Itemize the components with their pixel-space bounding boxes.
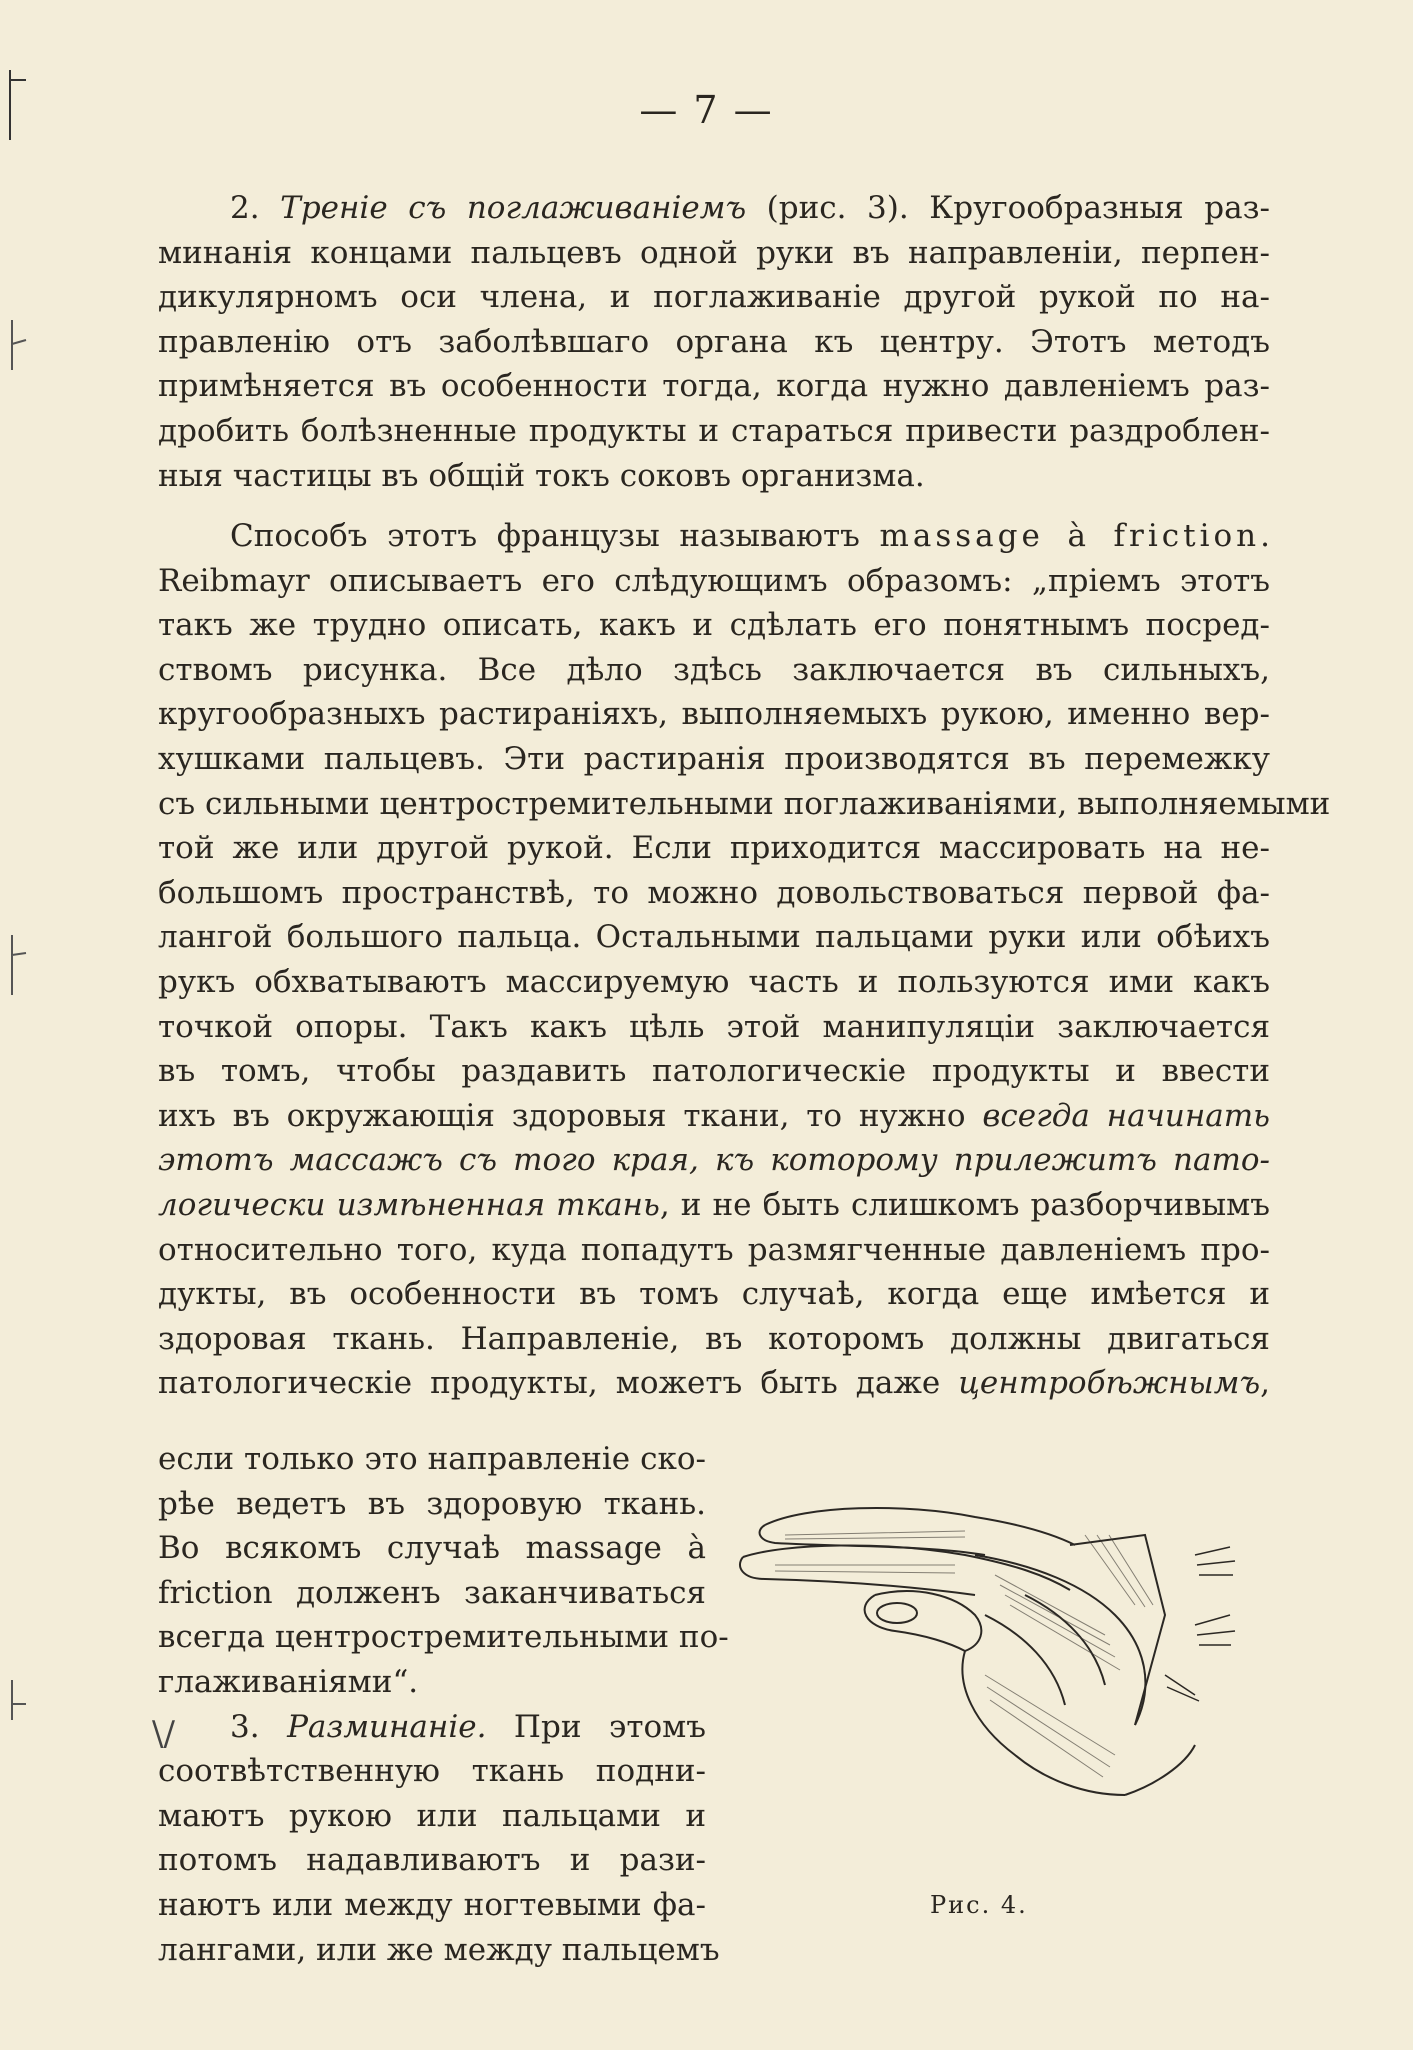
text-line: примѣняется въ особенности тогда, когда нужно давленіемъ раз- xyxy=(158,368,1270,405)
text-line: той же или другой рукой. Если приходится массировать на не- xyxy=(158,830,1270,867)
text-line: съ сильными центростремительными поглаживаніями, выполняемыми xyxy=(158,785,1331,822)
text-line: ихъ въ окружающія здоровыя ткани, то нужно всегда начинать xyxy=(158,1097,1270,1134)
text-line: дробить болѣзненные продукты и стараться привести раздроблен- xyxy=(158,412,1270,449)
text-line: дукты, въ особенности въ томъ случаѣ, когда еще имѣется и xyxy=(158,1276,1270,1313)
text-line: рукъ обхватываютъ массируемую часть и пользуются ими какъ xyxy=(158,963,1270,1000)
text-line: хушками пальцевъ. Эти растиранія производятся въ перемежку xyxy=(158,740,1270,777)
figure-caption: Рис. 4. xyxy=(930,1891,1028,1919)
margin-mark-icon xyxy=(6,935,28,1005)
text-line: глаживаніями“. xyxy=(158,1663,419,1700)
text-line: наютъ или между ногтевыми фа- xyxy=(158,1886,706,1923)
text-line: кругообразныхъ растираніяхъ, выполняемыхъ рукою, именно вер- xyxy=(158,696,1270,733)
text-line: относительно того, куда попадутъ размягченные давленіемъ про- xyxy=(158,1231,1270,1268)
text-line: 3. Разминаніе. При этомъ xyxy=(230,1708,706,1745)
text-line: маютъ рукою или пальцами и xyxy=(158,1797,706,1834)
text-line: если только это направленіе ско- xyxy=(158,1441,706,1477)
margin-mark-icon xyxy=(6,1670,28,1740)
text-line: въ томъ, чтобы раздавить патологическіе продукты и ввести xyxy=(158,1053,1270,1090)
text-line: логически измѣненная ткань, и не быть слишкомъ разборчивымъ xyxy=(158,1186,1270,1223)
text-line: ствомъ рисунка. Все дѣло здѣсь заключается въ сильныхъ, xyxy=(158,651,1270,688)
text-line: рѣе ведетъ въ здоровую ткань. xyxy=(158,1485,706,1522)
margin-mark-icon xyxy=(6,310,28,380)
page-number: — 7 — xyxy=(639,88,774,132)
text-line: friction долженъ заканчиваться xyxy=(158,1574,706,1611)
text-line: ныя частицы въ общій токъ соковъ организма. xyxy=(158,457,925,494)
text-line: точкой опоры. Такъ какъ цѣль этой манипуляціи заключается xyxy=(158,1008,1270,1045)
text-line: такъ же трудно описать, какъ и сдѣлать его понятнымъ посред- xyxy=(158,607,1270,644)
text-line: здоровая ткань. Направленіе, въ которомъ должны двигаться xyxy=(158,1320,1270,1357)
pencil-check-mark: \/ xyxy=(152,1714,175,1754)
text-line: потомъ надавливаютъ и рази- xyxy=(158,1842,706,1879)
text-line: большомъ пространствѣ, то можно довольствоваться первой фа- xyxy=(158,874,1270,911)
paragraph-rubbing-with-stroking xyxy=(158,186,1270,498)
text-line: всегда центростремительными по- xyxy=(158,1619,729,1656)
paragraph-massage-a-friction xyxy=(158,514,1331,1406)
text-line: лангами, или же между пальцемъ xyxy=(158,1931,720,1968)
hand-illustration-figure-4 xyxy=(725,1495,1265,1825)
text-line: минанія концами пальцевъ одной руки въ направленіи, перпен- xyxy=(158,234,1270,271)
text-line: правленію отъ заболѣвшаго органа къ центру. Этотъ методъ xyxy=(158,323,1270,360)
text-line: дикулярномъ оси члена, и поглаживаніе другой рукой по на- xyxy=(158,279,1270,316)
text-line: патологическіе продукты, можетъ быть даже центробѣжнымъ, xyxy=(158,1365,1270,1402)
text-line: 2. Треніе съ поглаживаніемъ (рис. 3). Кругообразныя раз- xyxy=(230,190,1270,226)
margin-mark-icon xyxy=(6,70,28,140)
text-line: соотвѣтственную ткань подни- xyxy=(158,1753,706,1790)
text-line: этотъ массажъ съ того края, къ которому прилежитъ пато- xyxy=(158,1142,1270,1179)
text-line: лангой большого пальца. Остальными пальцами руки или обѣихъ xyxy=(158,919,1270,956)
text-line: Способъ этотъ французы называютъ massage à friction. xyxy=(230,518,1270,554)
column-beside-figure xyxy=(158,1437,729,1972)
text-line: Во всякомъ случаѣ massage à xyxy=(158,1530,706,1567)
text-line: Reibmayr описываетъ его слѣдующимъ образомъ: „пріемъ этотъ xyxy=(158,562,1270,599)
